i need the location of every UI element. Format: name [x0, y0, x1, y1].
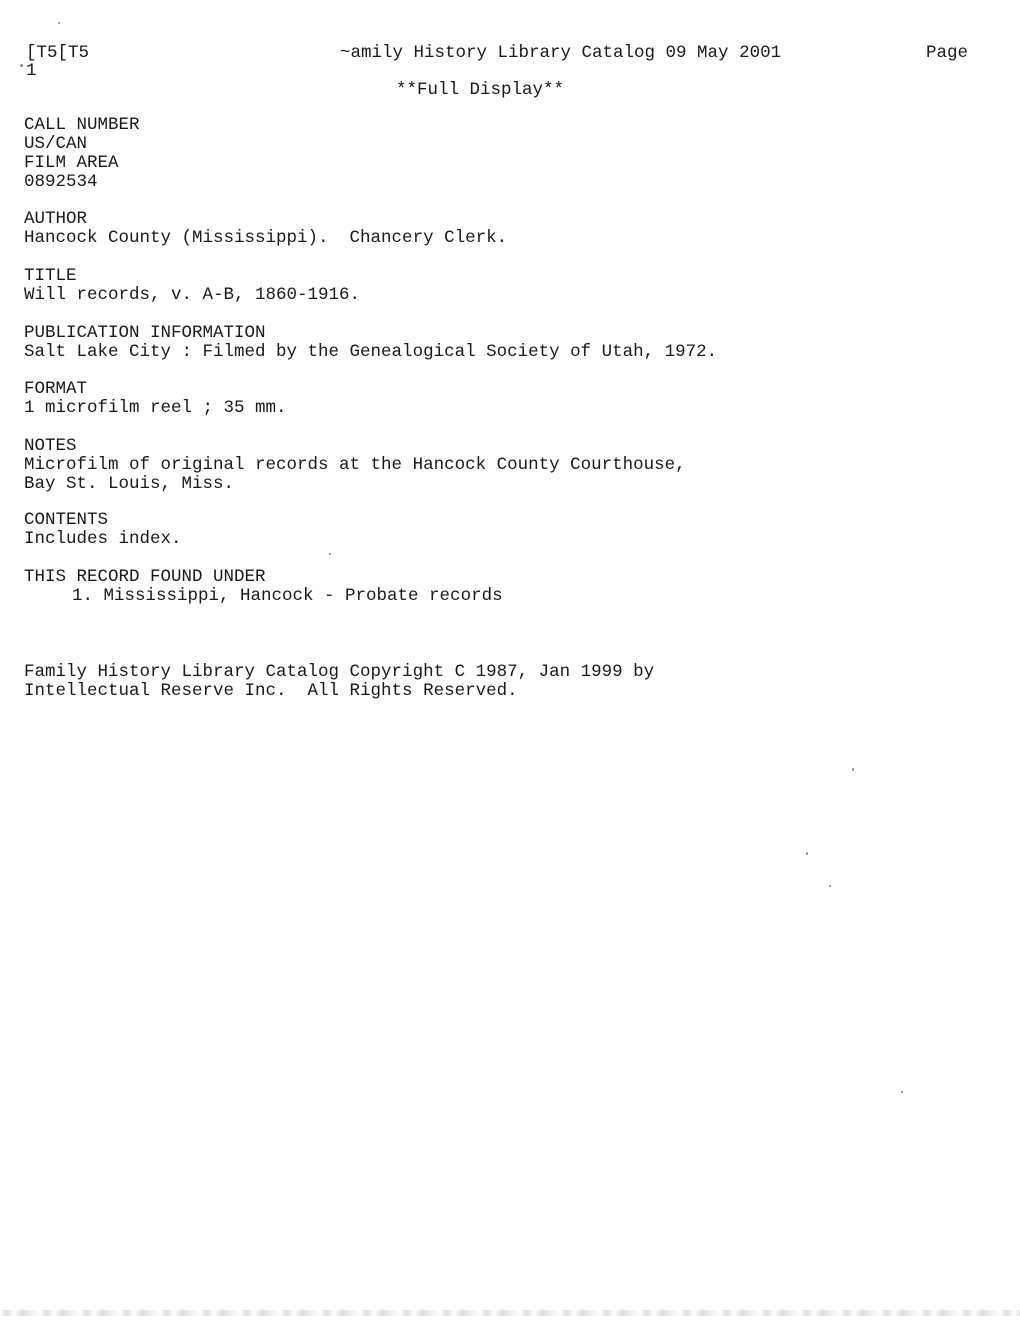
format-section — [24, 380, 287, 418]
scan-speck — [20, 64, 23, 67]
publication-label: PUBLICATION INFORMATION — [24, 323, 266, 343]
scan-speck — [901, 1091, 903, 1093]
scan-speck — [829, 885, 831, 887]
call-number-line: US/CAN — [24, 134, 88, 154]
catalog-title-line: ~amily History Library Catalog 09 May 2001 — [340, 43, 782, 63]
format-label: FORMAT — [24, 379, 88, 399]
copyright-notice — [24, 663, 654, 701]
header-page-number: 1 — [26, 61, 37, 81]
page-label: Page — [926, 43, 969, 63]
notes-label: NOTES — [24, 436, 77, 456]
notes-line: Microfilm of original records at the Hancock County Courthouse, — [24, 455, 686, 475]
found-under-label: THIS RECORD FOUND UNDER — [24, 567, 266, 587]
contents-section — [24, 511, 182, 549]
found-under-section — [24, 568, 503, 606]
title-value: Will records, v. A-B, 1860-1916. — [24, 285, 361, 305]
scan-edge-noise — [0, 1310, 1020, 1316]
contents-value: Includes index. — [24, 529, 182, 549]
call-number-line: 0892534 — [24, 172, 98, 192]
copyright-line: Family History Library Catalog Copyright C 1987, Jan 1999 by — [24, 662, 655, 682]
title-section — [24, 267, 360, 305]
scan-speck — [806, 852, 808, 855]
copyright-line: Intellectual Reserve Inc. All Rights Reserved. — [24, 681, 518, 701]
title-label: TITLE — [24, 266, 77, 286]
display-mode-title: **Full Display** — [396, 80, 565, 100]
format-value: 1 microfilm reel ; 35 mm. — [24, 398, 287, 418]
scan-speck — [852, 768, 854, 771]
header-code: [T5[T5 — [26, 43, 90, 63]
notes-line: Bay St. Louis, Miss. — [24, 474, 235, 494]
subject-heading-item: 1. Mississippi, Hancock - Probate records — [72, 586, 503, 606]
scan-speck — [329, 553, 331, 555]
call-number-section — [24, 116, 140, 192]
publication-section — [24, 324, 717, 362]
call-number-line: FILM AREA — [24, 153, 119, 173]
publication-value: Salt Lake City : Filmed by the Genealogical Society of Utah, 1972. — [24, 342, 718, 362]
author-label: AUTHOR — [24, 209, 88, 229]
call-number-label: CALL NUMBER — [24, 115, 140, 135]
scan-speck — [58, 22, 60, 24]
author-value: Hancock County (Mississippi). Chancery Clerk. — [24, 228, 508, 248]
contents-label: CONTENTS — [24, 510, 109, 530]
author-section — [24, 210, 507, 248]
notes-section — [24, 437, 686, 494]
